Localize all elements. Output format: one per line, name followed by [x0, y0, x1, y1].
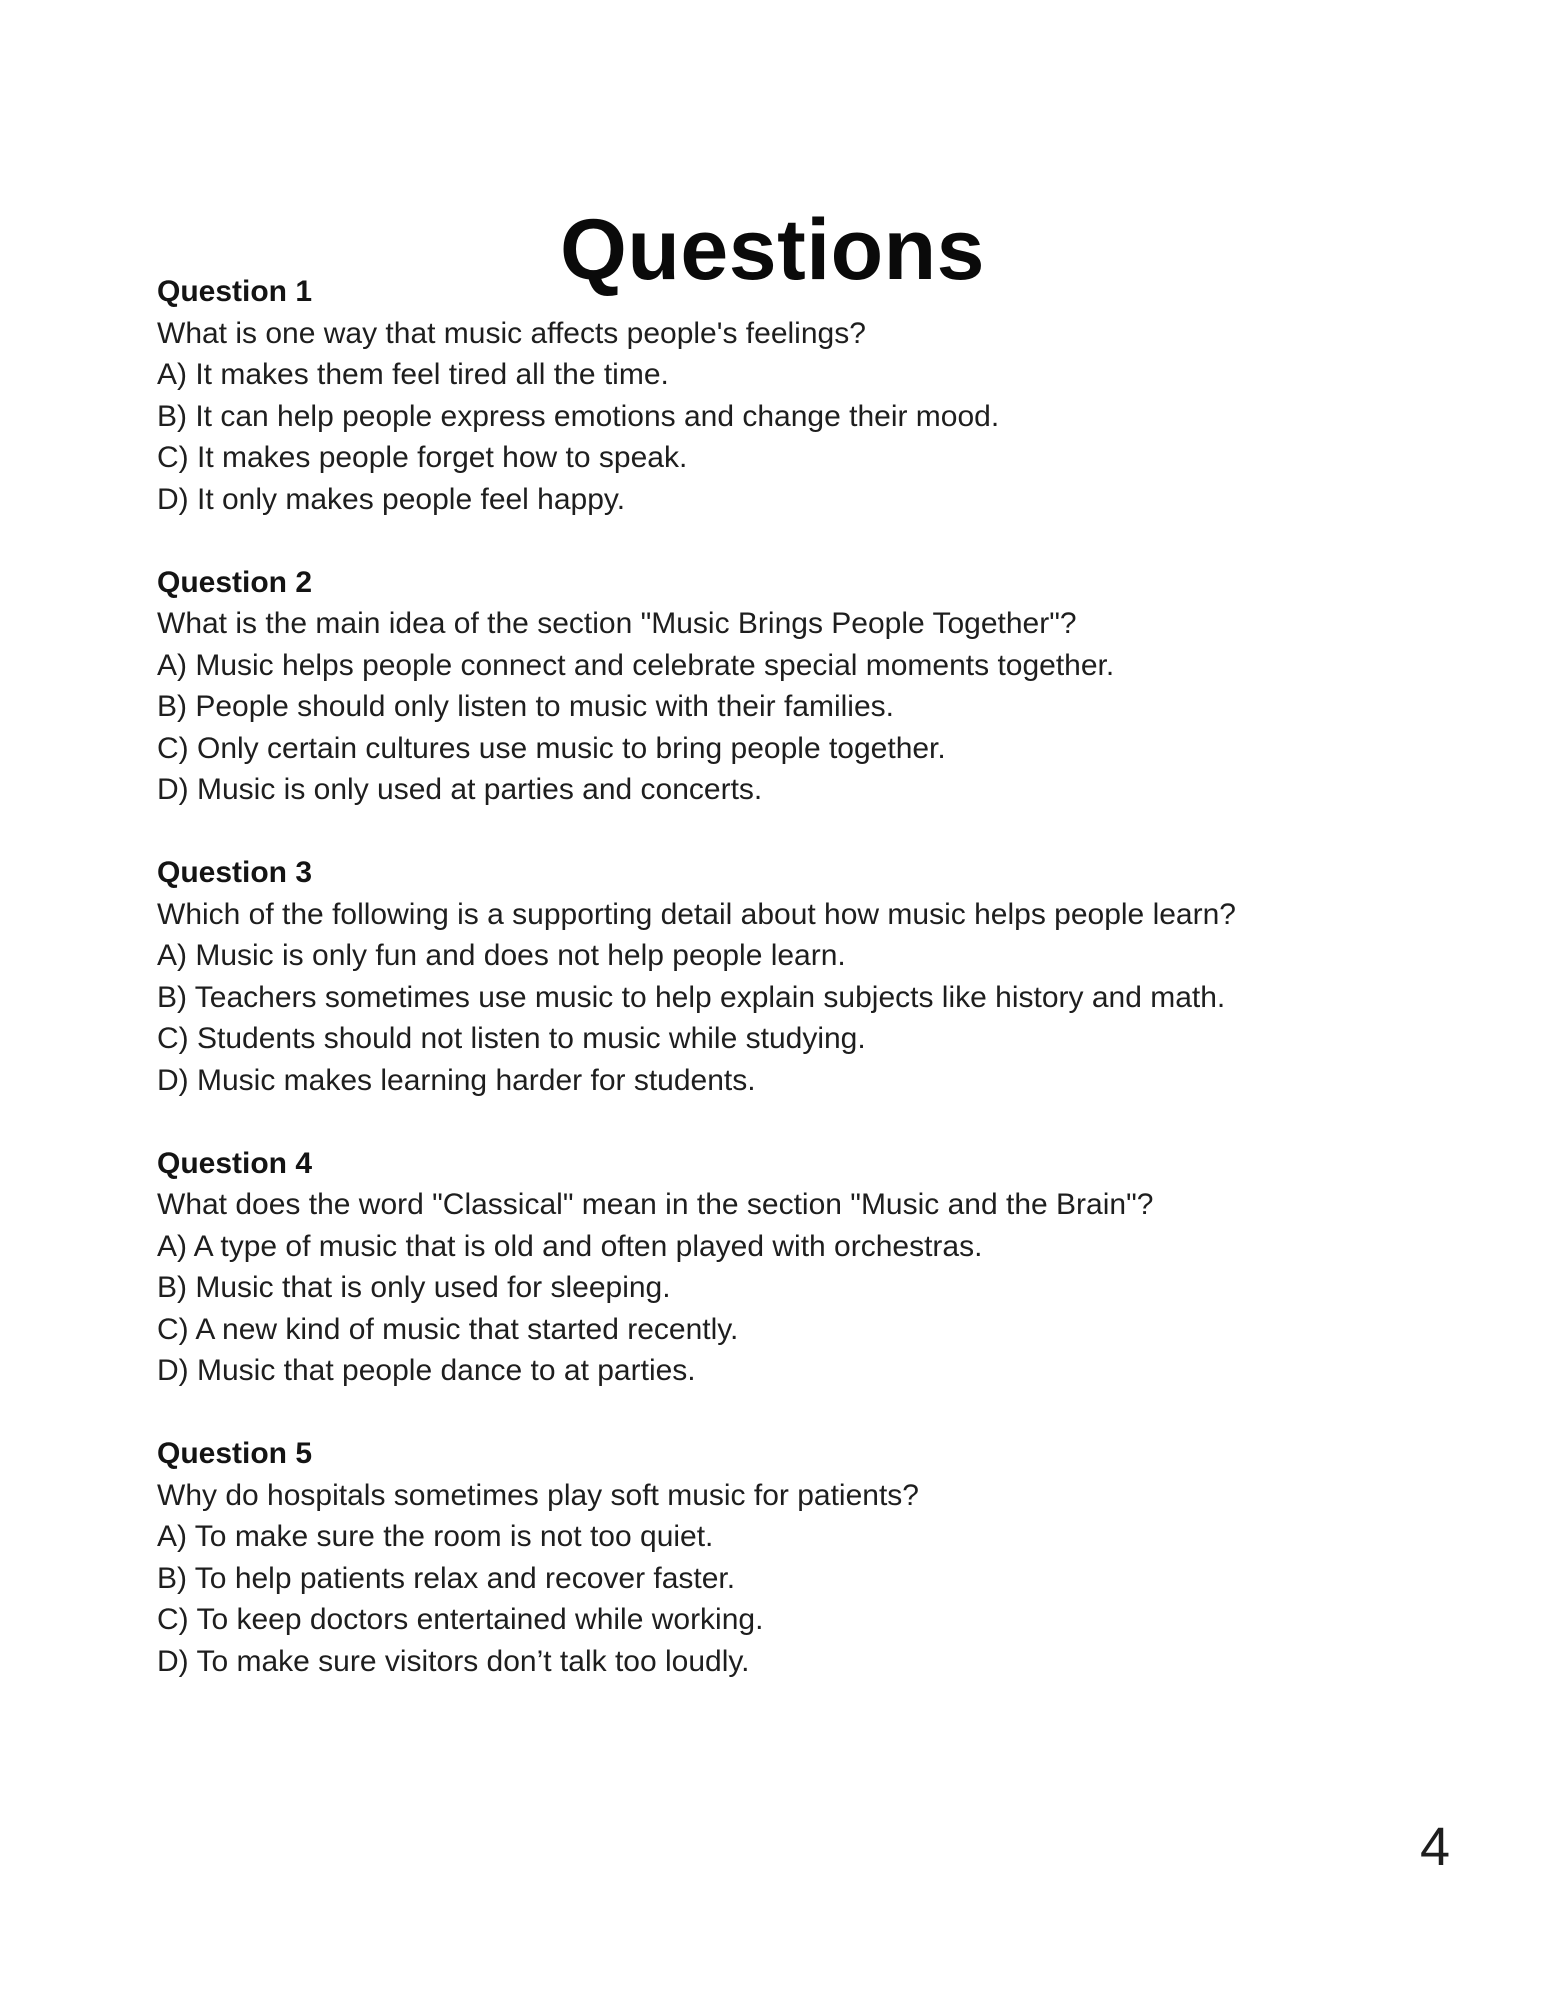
answer-option-c: C) Students should not listen to music while studying.	[157, 1022, 866, 1055]
question-block-2	[157, 562, 1427, 811]
answer-option-c: C) It makes people forget how to speak.	[157, 441, 688, 474]
question-text: What is one way that music affects people's feelings?	[157, 316, 866, 350]
question-text: Which of the following is a supporting detail about how music helps people learn?	[157, 897, 1236, 931]
answer-option-a: A) A type of music that is old and often played with orchestras.	[157, 1229, 983, 1263]
answer-option-d: D) To make sure visitors don’t talk too loudly.	[157, 1644, 750, 1678]
answer-option-b: B) Music that is only used for sleeping.	[157, 1271, 671, 1304]
answer-option-a: A) To make sure the room is not too quiet.	[157, 1520, 714, 1553]
question-label: Question 4	[157, 1146, 313, 1180]
question-label: Question 3	[157, 856, 313, 889]
question-text: What does the word "Classical" mean in the section "Music and the Brain"?	[157, 1188, 1154, 1221]
question-block-3	[157, 852, 1427, 1101]
answer-option-c: C) A new kind of music that started recently.	[157, 1312, 739, 1346]
answer-option-d: D) It only makes people feel happy.	[157, 482, 626, 516]
question-label: Question 1	[157, 275, 313, 308]
answer-option-a: A) Music helps people connect and celebrate special moments together.	[157, 648, 1115, 682]
answer-option-a: A) Music is only fun and does not help people learn.	[157, 939, 846, 972]
answer-option-d: D) Music is only used at parties and concerts.	[157, 773, 763, 806]
answer-option-a: A) It makes them feel tired all the time.	[157, 358, 669, 391]
question-block-1	[157, 271, 1427, 520]
question-label: Question 2	[157, 565, 313, 599]
answer-option-d: D) Music that people dance to at parties.	[157, 1354, 696, 1387]
question-block-4	[157, 1143, 1427, 1392]
page-number: 4	[1419, 1817, 1450, 1877]
answer-option-b: B) People should only listen to music with their families.	[157, 690, 894, 723]
answer-option-c: C) Only certain cultures use music to bring people together.	[157, 731, 946, 765]
answer-option-c: C) To keep doctors entertained while working.	[157, 1603, 764, 1636]
questions-list	[157, 271, 1427, 1724]
answer-option-d: D) Music makes learning harder for students.	[157, 1063, 756, 1097]
answer-option-b: B) To help patients relax and recover faster.	[157, 1561, 736, 1595]
question-text: What is the main idea of the section "Music Brings People Together"?	[157, 607, 1077, 640]
answer-option-b: B) Teachers sometimes use music to help explain subjects like history and math.	[157, 980, 1226, 1014]
question-label: Question 5	[157, 1437, 313, 1470]
question-block-5	[157, 1433, 1427, 1682]
page-title: Questions	[559, 201, 985, 298]
question-text: Why do hospitals sometimes play soft music for patients?	[157, 1478, 919, 1512]
answer-option-b: B) It can help people express emotions and change their mood.	[157, 399, 1000, 433]
